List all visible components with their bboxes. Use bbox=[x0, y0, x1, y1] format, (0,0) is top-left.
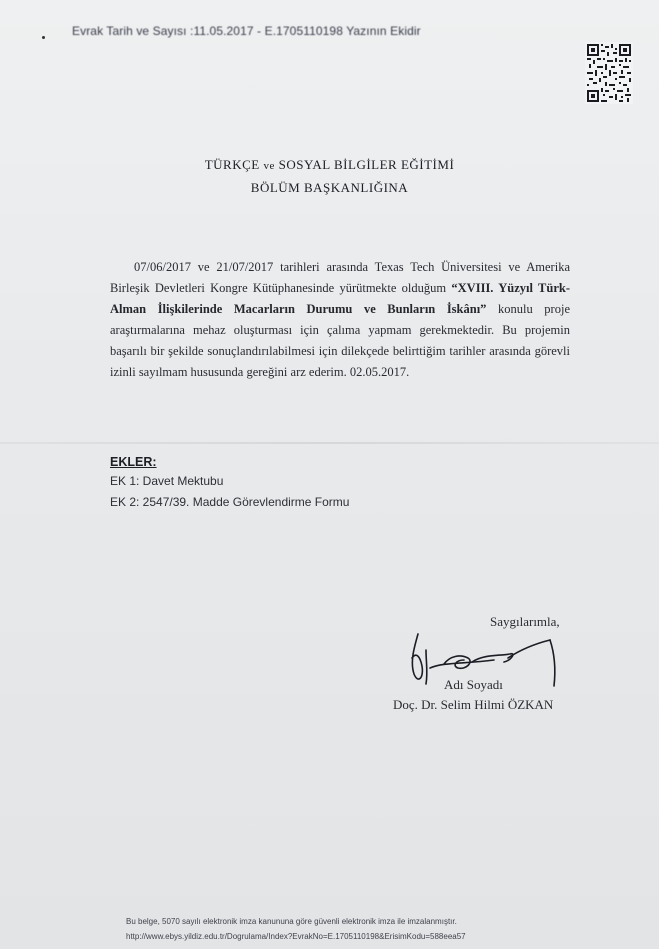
project-title: “XVIII. Yüzyıl Türk-Alman İlişkilerinde Macarların Durumu ve Bunların İskânı” bbox=[110, 281, 570, 316]
body-text-part-2: konulu proje araştırmalarına mehaz oluşturması için çalıma yapmam gerekmektedir. Bu projemin başarılı bir şekilde sonuçlandırılabilmesi için dilekçede belirttiğim tarihler arasında görevli izinli sayılmam hususunda gereğini arz ederim. 02.05.2017. bbox=[110, 302, 570, 379]
attachment-item-2: EK 2: 2547/39. Madde Görevlendirme Formu bbox=[110, 495, 350, 509]
heading-line-1: TÜRKÇE ve SOSYAL BİLGİLER EĞİTİMİ bbox=[204, 157, 455, 172]
signer-full-name: Doç. Dr. Selim Hilmi ÖZKAN bbox=[393, 697, 554, 712]
body-text-part-1: 07/06/2017 ve 21/07/2017 tarihleri arasında Texas Tech Üniversitesi ve Amerika Birleşik Devletleri Kongre Kütüphanesinde yürütmekte olduğum bbox=[110, 260, 570, 295]
e-signature-note: Bu belge, 5070 sayılı elektronik imza kanununa göre güvenli elektronik imza ile imzalanmıştır. bbox=[126, 917, 457, 926]
verification-url: http://www.ebys.yildiz.edu.tr/Dogrulama/Index?EvrakNo=E.1705110198&ErisimKodu=588eea57 bbox=[126, 932, 466, 941]
paper-fold bbox=[0, 442, 659, 444]
registry-stamp: Evrak Tarih ve Sayısı :11.05.2017 - E.1705110198 Yazının Ekidir bbox=[72, 24, 421, 38]
document-heading bbox=[0, 154, 659, 199]
qr-code-icon bbox=[585, 42, 633, 104]
signer-name-label: Adı Soyadı bbox=[444, 677, 503, 692]
heading-line-2: BÖLÜM BAŞKANLIĞINA bbox=[250, 180, 409, 195]
ink-dot bbox=[42, 36, 45, 39]
attachments-title: EKLER: bbox=[110, 455, 157, 469]
closing-greeting: Saygılarımla, bbox=[490, 614, 560, 629]
attachment-item-1: EK 1: Davet Mektubu bbox=[110, 474, 224, 488]
petition-body bbox=[110, 257, 570, 383]
